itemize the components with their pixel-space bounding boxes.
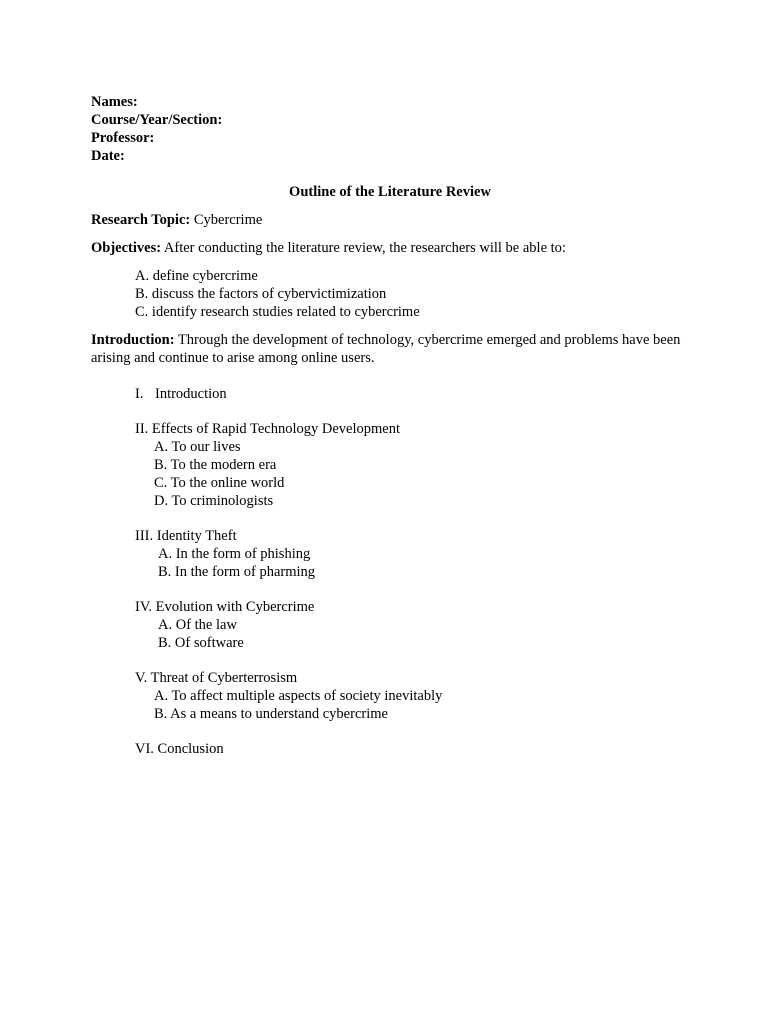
professor-label: Professor: — [91, 130, 155, 146]
outline-section-4 — [135, 598, 691, 652]
outline — [135, 385, 691, 758]
list-item: A. To affect multiple aspects of society inevitably — [154, 688, 443, 704]
section-heading: VI. Conclusion — [135, 741, 224, 757]
list-item: B. As a means to understand cybercrime — [154, 706, 388, 722]
list-item: B. Of software — [158, 635, 244, 651]
course-label: Course/Year/Section: — [91, 112, 223, 128]
list-item: B. discuss the factors of cybervictimization — [135, 286, 387, 302]
objectives — [91, 239, 691, 257]
research-topic — [91, 211, 691, 229]
research-topic-label: Research Topic: — [91, 212, 191, 228]
list-item: A. To our lives — [154, 439, 241, 455]
objectives-intro: After conducting the literature review, the researchers will be able to: — [163, 240, 566, 256]
outline-section-6 — [135, 740, 691, 758]
names-label: Names: — [91, 94, 138, 110]
introduction-text: Through the development of technology, cybercrime emerged and problems have been arising and continue to arise among online users. — [91, 332, 681, 366]
section-heading: V. Threat of Cyberterrosism — [135, 670, 298, 686]
list-item: A. Of the law — [158, 617, 237, 633]
list-item: A. In the form of phishing — [158, 546, 311, 562]
list-item: C. To the online world — [154, 475, 285, 491]
document-page — [91, 93, 691, 775]
section-heading: II. Effects of Rapid Technology Development — [135, 421, 401, 437]
objectives-label: Objectives: — [91, 240, 162, 256]
outline-section-1 — [135, 385, 691, 403]
date-label: Date: — [91, 148, 125, 164]
list-item: D. To criminologists — [154, 493, 274, 509]
list-item: C. identify research studies related to cybercrime — [135, 304, 420, 320]
outline-section-5 — [135, 669, 691, 723]
outline-section-3 — [135, 527, 691, 581]
research-topic-value: Cybercrime — [193, 212, 263, 228]
section-number: I. — [135, 386, 144, 402]
section-heading: IV. Evolution with Cybercrime — [135, 599, 315, 615]
list-item: A. define cybercrime — [135, 268, 258, 284]
introduction-label: Introduction: — [91, 332, 175, 348]
list-item: B. To the modern era — [154, 457, 277, 473]
section-heading: III. Identity Theft — [135, 528, 237, 544]
section-title: Introduction — [155, 386, 227, 402]
document-title: Outline of the Literature Review — [289, 184, 491, 200]
header-block — [91, 93, 691, 165]
outline-section-2 — [135, 420, 691, 510]
introduction-paragraph — [91, 331, 691, 367]
list-item: B. In the form of pharming — [158, 564, 316, 580]
objectives-list — [135, 267, 691, 321]
